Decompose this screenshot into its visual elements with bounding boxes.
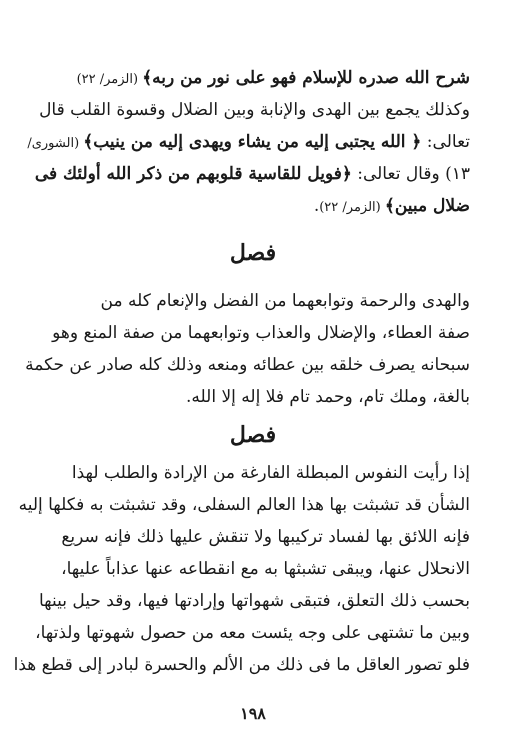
section-1-paragraph [27, 62, 470, 222]
section-3-paragraph [13, 457, 470, 681]
text-line: إذا رأيت النفوس المبطلة الفارغة من الإرادة والطلب لهذا [71, 463, 470, 483]
verse-reference: (الزمر/ ٢٢) [319, 200, 385, 215]
verse-reference: (الشورى/ [27, 136, 84, 151]
text-line: وكذلك يجمع بين الهدى والإنابة وبين الضلال وقسوة القلب قال [39, 100, 470, 120]
section-heading: فصل [229, 240, 277, 266]
verse-reference: (الزمر/ ٢٢) [76, 72, 143, 87]
text-line: الشأن قد تشبثت بها هذا العالم السفلى، وقد تشبثت به فكلها إليه [18, 495, 470, 515]
text-line [34, 158, 470, 190]
quran-quote: ضلال مبين﴾ [384, 196, 470, 216]
section-2-paragraph [25, 285, 470, 413]
text-line [34, 62, 470, 94]
text-line: وبين ما تشتهى على وجه يئست معه من حصول شهوتها ولذتها، [35, 623, 470, 643]
text-line: فإنه اللائق بها لفساد تركيبها ولا تنقش عليها ذلك فإنه سريع [61, 527, 470, 547]
text-line: بحسب ذلك التعلق، فتبقى شهواتها وإرادتها فيها، وقد حيل بينها [38, 591, 470, 611]
section-heading: فصل [229, 422, 277, 448]
page-number: ١٩٨ [240, 704, 266, 723]
text-line: صفة العطاء، والإضلال والعذاب وتوابعهما من صفة المنع وهو [52, 323, 470, 343]
quran-quote: شرح الله صدره للإسلام فهو على نور من ربه﴾ [142, 68, 470, 88]
text-line [27, 126, 470, 158]
text-line: فلو تصور العاقل ما فى ذلك من الألم والحسرة لبادر إلى قطع هذا [13, 655, 470, 675]
text-line: والهدى والرحمة وتوابعهما من الفضل والإنعام كله من [100, 291, 470, 311]
plain-text: . [313, 196, 320, 216]
plain-text: ١٣) وقال تعالى: [351, 164, 470, 184]
text-line: الانحلال عنها، ويبقى تشبثها به مع انقطاعه عنها عذاباً عليها، [61, 559, 470, 579]
text-line: سبحانه يصرف خلقه بين عطائه ومنعه وذلك كله صادر عن حكمة [25, 355, 470, 375]
quran-quote: ﴿فويل للقاسية قلوبهم من ذكر الله أولئك فى [34, 164, 352, 184]
quran-quote: ﴿ الله يجتبى إليه من يشاء ويهدى إليه من ينيب﴾ [83, 132, 422, 152]
text-line: بالغة، وملك تام، وحمد تام فلا إله إلا الله. [186, 387, 470, 407]
text-line [34, 190, 470, 222]
plain-text: تعالى: [421, 132, 470, 152]
